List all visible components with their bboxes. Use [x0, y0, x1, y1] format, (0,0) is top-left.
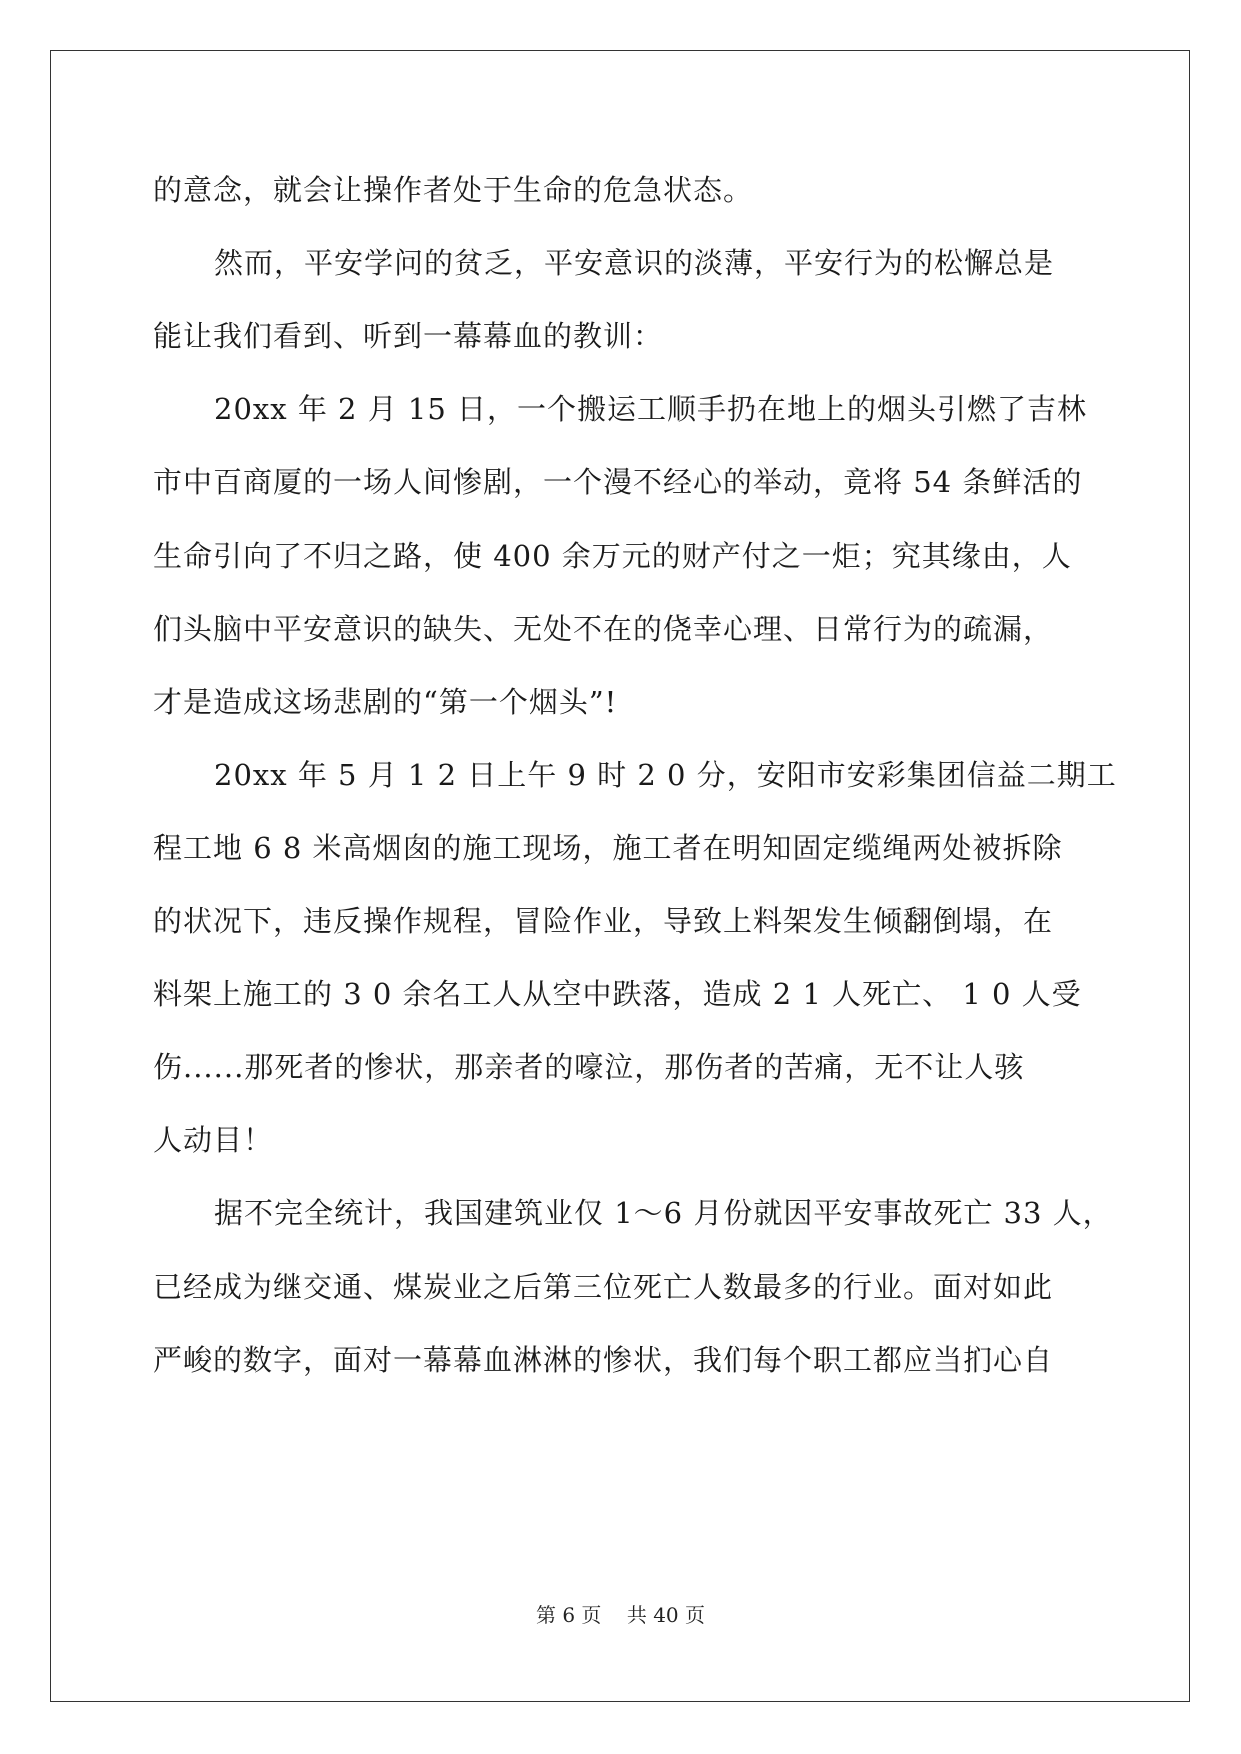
text-line: 才是造成这场悲剧的“第一个烟头”! [153, 684, 618, 719]
text-line: 严峻的数字，面对一幕幕血淋淋的惨状，我们每个职工都应当扪心自 [153, 1342, 1054, 1377]
text-line: 市中百商厦的一场人间惨剧，一个漫不经心的举动，竟将 54 条鲜活的 [153, 465, 1083, 500]
page-footer: 第 6 页 共 40 页 [535, 1603, 706, 1627]
text-line: 伤......那死者的惨状，那亲者的嚎泣，那伤者的苦痛，无不让人骇 [153, 1050, 1025, 1085]
text-line: 料架上施工的 3 0 余名工人从空中跌落，造成 2 1 人死亡、 1 0 人受 [153, 977, 1082, 1012]
text-line: 能让我们看到、听到一幕幕血的教训： [153, 319, 664, 354]
text-line: 们头脑中平安意识的缺失、无处不在的侥幸心理、日常行为的疏漏， [153, 611, 1054, 646]
text-line: 的意念，就会让操作者处于生命的危急状态。 [153, 173, 754, 207]
text-line: 20xx 年 5 月 1 2 日上午 9 时 2 0 分，安阳市安彩集团信益二期工 [214, 757, 1117, 792]
text-line: 的状况下，违反操作规程，冒险作业，导致上料架发生倾翻倒塌，在 [153, 904, 1054, 938]
text-line: 人动目！ [153, 1123, 274, 1158]
page-border [50, 50, 1190, 1702]
text-line: 20xx 年 2 月 15 日，一个搬运工顺手扔在地上的烟头引燃了吉林 [214, 392, 1088, 427]
text-line: 已经成为继交通、煤炭业之后第三位死亡人数最多的行业。面对如此 [153, 1269, 1054, 1304]
text-line: 然而，平安学问的贫乏，平安意识的淡薄，平安行为的松懈总是 [214, 246, 1055, 281]
text-line: 据不完全统计，我国建筑业仅 1～6 月份就因平安事故死亡 33 人， [214, 1196, 1113, 1231]
text-line: 程工地 6 8 米高烟囱的施工现场，施工者在明知固定缆绳两处被拆除 [153, 830, 1063, 865]
text-line: 生命引向了不归之路，使 400 余万元的财产付之一炬；究其缘由，人 [153, 538, 1072, 573]
